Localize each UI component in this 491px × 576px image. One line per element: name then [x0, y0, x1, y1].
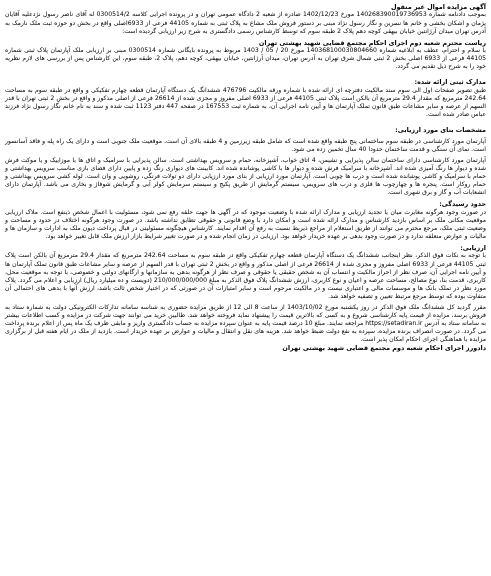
specs-paragraph-1: آپارتمان مورد کارشناسی در طبقه سوم ساختمانی پنج طبقه واقع شده است که شامل طبقه زیرزمین و 4 طبقه بالای آن است. موقعیت ملک جنوبی است و دارای یک راه پله و فاقد آسانسور است. نمای آن سنگی و قدمت ساختمان حدودا 40 سال تخمین زده می شود.: [5, 137, 486, 153]
docs-paragraph: طبق تصویر صفحات اول الی سوم سند مالکیت دفترچه ای ارائه شده با شماره ورقه مالکیت 476796 ششدانگ یک دستگاه آپارتمان قطعه چهارم تفکیکی و واقع در طبقه سوم به مساحت 242.64 مترمربع که مقدار 29.4 مترمربع آن بالکن است پلاک ثبتی 44105 فرعی از 6933 اصلی مفروز و مجزی شده از 26614 فرعی از اصلی مذکور و واقع در بخش 2 ثبتی تهران با قدر السهم از عرصه و سایر مشاعات طبق قانون تملک آپارتمان ها و آیین نامه اجرایی آن، به شماره ثبت 167553 در صفحه 447 دفتر 1123 ثبت شده و سند به نام خانم نگار رسول نژاد فرزند عباس صادر شده است.: [5, 86, 487, 119]
auction-paragraph: مقرر گردید کل ششدانگ ملک فوق الذکر در روز یکشنبه مورخ 1403/10/02 از ساعت 8 الی 12 از طریق مزایده حضوری به شناسه سامانه تدارکات الکترونیکی دولت به شماره ستاد به فروش برسد، مزایده از قیمت پایه کارشناسی شروع و به کسی که بالاترین قیمت را پیشنهاد نماید فروخته خواهد شد. طالبین خرید می توانند جهت شرکت در مزایده و کسب اطلاعات بیشتر به سامانه ستاد به آدرس https://setadiran.ir مراجعه نمایند. مبلغ 10 درصد قیمت پایه به عنوان سپرده مزایده به حساب دادگستری واریز و مابقی ظرف یک ماه پس از اعلام برنده پرداخت می گردد. در صورت انصراف برنده مزایده، سپرده به نفع دولت ضبط خواهد شد. هزینه های نقل و انتقال و مالیات و عوارض بر عهده خریدار است. بازدید از ملک در ایام هفته قبل از برگزاری مزایده با هماهنگی اجرای احکام امکان پذیر است.: [5, 303, 486, 344]
docs-heading: مدارک ثبتی ارائه شده:: [414, 78, 486, 87]
respect-paragraph: با سلام و احترام، عطف به ابلاغیه شماره 140368100030804660 مورخ 20 / 05 / 1403 مربوط به پرونده بایگانی شماره 0300514 مبنی بر ارزیابی ملک آپارتمان پلاک ثبتی شماره 44105 فرعی از 6933 اصلی بخش 2 ثبتی شمال شرق تهران به آدرس تهران، میدان آرژانتین، خیابان بیهقی، کوچه دهم، پلاک 2، طبقه سوم، این کارشناس پس از بررسی های لازم نظریه خود را به شرح ذیل تقدیم می گردد.: [5, 47, 487, 71]
defect-heading: حدود رسیدگی:: [439, 200, 486, 209]
intro-paragraph: بموجب دادنامه شماره 140268390019736953 مورخ 1402/12/23 صادره از شعبه 2 دادگاه عمومی تهران و در پرونده اجرایی کلاسه 0300514/2 له آقای ناصر رسول نژدعلیه آقایان پژمان و اشکان بخشی و خانم ها نسرین و نگار رسول نژاد مبنی بر دستور فروش ملک مشاع به پلاک ثبتی به شماره 44105 فرعی از 6933اصلی واقع در بخش دو حوزه ثبت ملک نارمک به آدرس تهران میدان آرژانتین خیابان بیهقی کوچه دهم پلاک 2 طبقه سوم که توسط کارشناس رسمی دادگستری به شرح زیر ارزیابی گردیده است:: [5, 11, 486, 35]
address-line: ریاست محترم شعبه دوم اجرای احکام مجتمع قضایی شهید بهشتی تهران: [258, 38, 486, 47]
value-heading: ارزیابی:: [460, 244, 486, 252]
footer-signature: دادورز اجرای احکام شعبه دوم مجتمع قضایی شهید بهشتی تهران: [282, 344, 486, 353]
specs-paragraph-2: آپارتمان مورد کارشناسی دارای ساختمان سالن پذیرایی و نشیمن، 4 اتاق خواب، آشپزخانه، حمام و سرویس بهداشتی است. سالن پذیرایی با سرامیک و اتاق ها با موزاییک و یا موکت فرش شده و دیوار ها رنگ آمیزی شده اند. آشپزخانه با سرامیک فرش شده و دیوار ها با کاشی پوشانده شده اند. کابینت های دیواری رنگ زده و پایین دارای فضای بازی مناسب سرویس بهداشتی و حمام با سرامیک و کاشی پوشانده شده است و درب ها چوبی است. آپارتمان مورد ارزیابی از بنای مورد ارزیابی دارای دو تولات فرنگی، روشویی و وان است. لوله کشی سرویس بهداشتی و حمام روکار است. پنجره ها و چهارچوب ها فلزی و درب های سرویس، سیستم گرمایش از طریق پکیج و سیستم سرمایش کولر آبی و گرمایش شوفاژ و بخاری می باشد. آپارتمان دارای انشعابات آب و گاز و برق شهری است.: [5, 156, 486, 197]
defect-paragraph: در صورت وجود هرگونه مغایرت میان یا تجدید ارزیابی و مدارک ارائه شده با وضعیت موجود که در آگهی ها جهت حلقه رفع نمی شود، مسئولیت با اعمال شخص ذینفع است. ملاک ارزیابی موقعیت مکانی ملک بر اساس بازدید کارشناس و مدارک ارائه شده است و امکان دارد با وضع قانونی و حقوقی تطابق نداشته باشد. در صورت وجود هرگونه اختلاف در حدود و مساحت و وضعیت ثبتی ملک، مرجع محترم می توانند از طریق استعلام از مراجع ذیربط نسبت به رفع آن اقدام نمایند. کارشناس هیچگونه مسئولیتی در قبال پرداخت دیون ملک به ادارات و سازمان ها و مالیات و عوارض متعلقه ندارد و در صورت وجود بدهی بر عهده خریدار خواهد بود. ارزیابی در زمان انجام شده و در صورت تغییر شرایط بازار ارزش ملک قابل تغییر خواهد بود.: [5, 208, 486, 240]
value-paragraph: با توجه به نکات فوق الذکر، نظر اینجانب ششدانگ یک دستگاه آپارتمان قطعه چهارم تفکیکی واقع در طبقه سوم به مساحت 242.64 مترمربع که مقدار 29.4 مترمربع آن بالکن است پلاک ثبتی 44105 فرعی از 6933 اصلی مفروز و مجزی شده از 26614 فرعی از اصلی مذکور و واقع در بخش 2 ثبتی تهران با قدر السهم از عرصه و سایر مشاعات طبق قانون تملک آپارتمان ها و آیین نامه اجرایی آن، صرف نظر از احراز مالکیت و انتساب آن به شخص حقیقی یا حقوقی و صرف نظر از هرگونه بدهی به سازمانها و ارگانهای دولتی و خصوصی، با توجه به موقعیت محل، کاربری، قدمت بنا، نوع مصالح، مساحت عرصه و اعیان و نوع کاربری، ارزش ششدانگ پلاک فوق الذکر به مبلغ 210/000/000/000 (دویست و ده میلیارد ریال) ارزیابی و اعلام می گردد. پلاک مورد نظر در تملک بانک ها و موسسات مالی و اعتباری نیست و در مالکیت مرحوم است و سایر امتیازات آن در صورتی که در اختیار شخص ثالث باشد، ارزش آنها با بدهی های احتمالی آن متفاوت بوده که توسط مرجع مرتبط تعیین و تصفیه خواهد شد.: [5, 252, 487, 300]
notice-title: آگهی مزایده اموال غیر منقول: [390, 3, 486, 11]
specs-heading: مشخصات بنای مورد ارزیابی:: [395, 126, 486, 135]
